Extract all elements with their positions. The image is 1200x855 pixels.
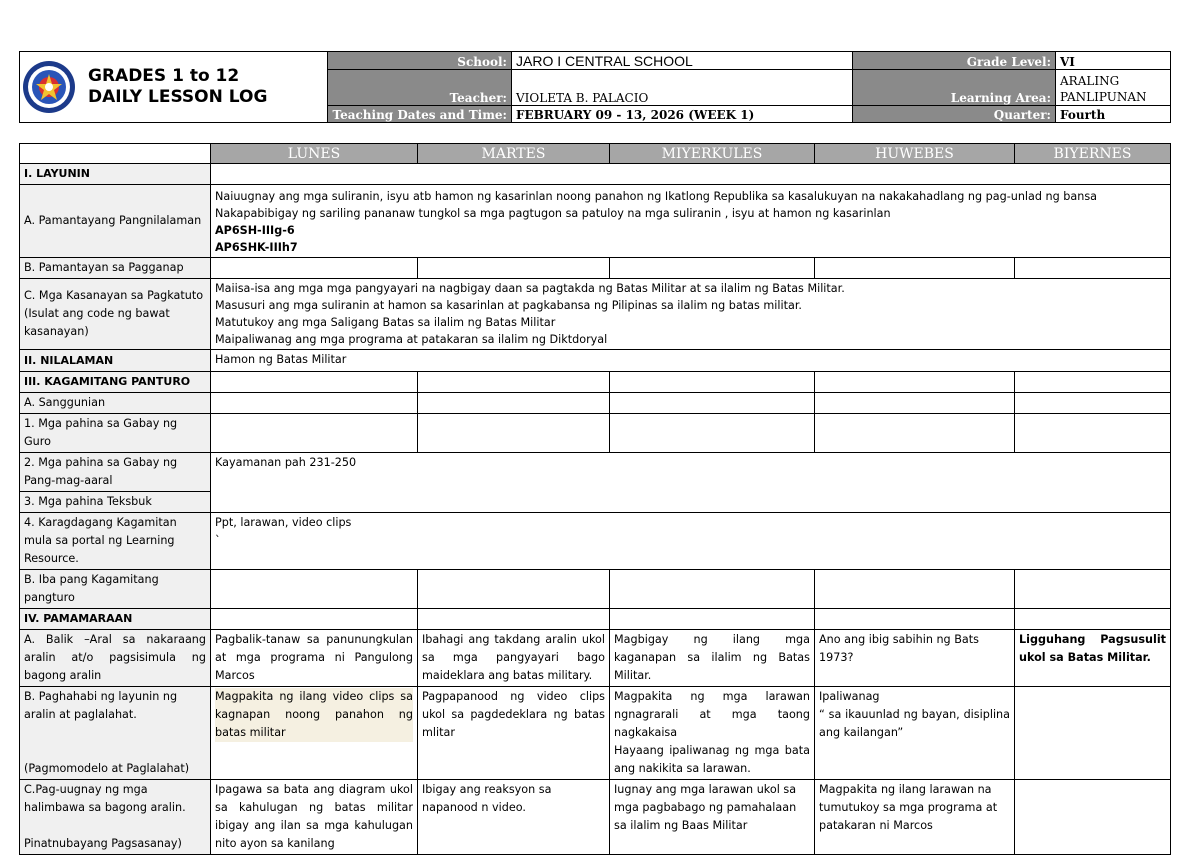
- empty-cell: [815, 414, 1015, 453]
- pag-uugnay-huwebes: Magpakita ng ilang larawan na tumutukoy sa mga programa at patakaran ni Marcos: [815, 780, 1015, 855]
- empty-cell: [610, 414, 815, 453]
- label-pamantayan-pagganap: B. Pamantayan sa Pagganap: [20, 258, 211, 279]
- empty-cell: [1015, 687, 1171, 780]
- section-layunin: I. LAYUNIN: [20, 164, 211, 185]
- label-gabay-mag-aaral: 2. Mga pahina sa Gabay ng Pang-mag-aaral: [20, 453, 211, 492]
- empty-cell: [815, 372, 1015, 393]
- paghahabi-lunes-text: Magpakita ng ilang video clips sa kagnapan noong panahon ng batas militar: [215, 688, 413, 742]
- paghahabi-label-1: B. Paghahabi ng layunin ng aralin at paglalahat.: [24, 690, 178, 721]
- balik-aral-miyerkules: Magbigay ng ilang mga kaganapan sa ilalim ng Batas Militar.: [610, 630, 815, 687]
- paghahabi-miyerkules-2: Hayaang ipaliwanag ng mga bata ang nakikita sa larawan.: [614, 744, 810, 775]
- table-row: [20, 414, 1171, 453]
- table-row: [20, 780, 1171, 855]
- paghahabi-huwebes: [815, 687, 1015, 780]
- empty-cell: [211, 258, 418, 279]
- balik-aral-biyernes: Ligguhang Pagsusulit ukol sa Batas Militar.: [1015, 630, 1171, 687]
- section-kagamitan: III. KAGAMITANG PANTURO: [20, 372, 211, 393]
- quarter-label: Quarter:: [853, 106, 1056, 123]
- table-row: [20, 350, 1171, 372]
- empty-cell: [418, 372, 610, 393]
- empty-cell: [1015, 780, 1171, 855]
- header-table: [19, 51, 1171, 123]
- label-gabay-guro: 1. Mga pahina sa Gabay ng Guro: [20, 414, 211, 453]
- empty-cell: [418, 393, 610, 414]
- table-row: [20, 570, 1171, 609]
- lesson-log-table: [19, 143, 1171, 855]
- paghahabi-huwebes-2: “ sa ikauunlad ng bayan, disiplina ang kailangan”: [819, 708, 1010, 739]
- pag-uugnay-label-1: C.Pag-uugnay ng mga halimbawa sa bagong aralin.: [24, 783, 186, 814]
- paghahabi-lunes: [211, 687, 418, 780]
- pag-uugnay-martes: Ibigay ang reaksyon sa napanood n video.: [418, 780, 610, 855]
- balik-aral-lunes: Pagbalik-tanaw sa panunungkulan at mga programa ni Pangulong Marcos: [211, 630, 418, 687]
- paghahabi-huwebes-1: Ipaliwanag: [819, 690, 880, 703]
- empty-cell: [610, 372, 815, 393]
- empty-cell: [815, 570, 1015, 609]
- grade-level-value: VI: [1056, 52, 1171, 70]
- table-row: [20, 609, 1171, 630]
- empty-cell: [1015, 609, 1171, 630]
- school-label: School:: [328, 52, 512, 70]
- pag-uugnay-miyerkules: Iugnay ang mga larawan ukol sa mga pagbabago ng pamahalaan sa ilalim ng Baas Militar: [610, 780, 815, 855]
- empty-cell: [1015, 414, 1171, 453]
- label-paghahabi: [20, 687, 211, 780]
- table-row: [20, 372, 1171, 393]
- gabay-mag-aaral-content: Kayamanan pah 231-250: [211, 453, 1171, 513]
- kasanayan-line-3: Matutukoy ang mga Saligang Batas sa ilalim ng Batas Militar: [215, 316, 556, 329]
- empty-cell: [610, 609, 815, 630]
- empty-cell: [211, 393, 418, 414]
- teaching-dates-value: FEBRUARY 09 - 13, 2026 (WEEK 1): [512, 106, 853, 123]
- learning-area-line-2: PANLIPUNAN: [1060, 90, 1147, 104]
- nilalaman-content: Hamon ng Batas Militar: [211, 350, 1171, 372]
- balik-aral-huwebes: Ano ang ibig sabihin ng Bats 1973?: [815, 630, 1015, 687]
- label-karagdagang-kagamitan: 4. Karagdagang Kagamitan mula sa portal ng Learning Resource.: [20, 513, 211, 570]
- table-row: [20, 453, 1171, 492]
- day-header-biyernes: BIYERNES: [1015, 144, 1171, 164]
- competency-code-2: AP6SHK-IIIh7: [215, 241, 298, 254]
- label-iba-pang-kagamitan: B. Iba pang Kagamitang pangturo: [20, 570, 211, 609]
- pangnilalaman-content: [211, 185, 1171, 258]
- header-title-cell: [20, 52, 328, 123]
- balik-aral-martes: Ibahagi ang takdang aralin ukol sa mga pangyayari bago maideklara ang batas military.: [418, 630, 610, 687]
- learning-area-label: Learning Area:: [853, 70, 1056, 106]
- empty-cell: [211, 372, 418, 393]
- empty-cell: [815, 258, 1015, 279]
- section-pamamaraan: IV. PAMAMARAAN: [20, 609, 211, 630]
- empty-cell: [418, 609, 610, 630]
- day-header-huwebes: HUWEBES: [815, 144, 1015, 164]
- title-line-2: DAILY LESSON LOG: [88, 87, 268, 107]
- pangnilalaman-line-2: Nakapabibigay ng sariling pananaw tungkol sa mga pagtugon sa patuloy na mga suliranin , isyu at hamon ng kasarinlan: [215, 207, 891, 220]
- label-pag-uugnay: [20, 780, 211, 855]
- empty-cell: [211, 414, 418, 453]
- pangnilalaman-line-1: Naiuugnay ang mga suliranin, isyu atb hamon ng kasarinlan noong panahon ng Ikatlong Republika sa kasalukuyan na nakakahadlang ng pag-unlad ng bansa: [215, 190, 1098, 203]
- table-row: [20, 687, 1171, 780]
- empty-cell: [610, 258, 815, 279]
- teaching-dates-label: Teaching Dates and Time:: [328, 106, 512, 123]
- learning-area-line-1: ARALING: [1060, 74, 1120, 88]
- karagdagang-line-2: `: [215, 534, 221, 547]
- day-header-row: [20, 144, 1171, 164]
- learning-area-value: [1056, 70, 1171, 106]
- corner-cell: [20, 144, 211, 164]
- label-sanggunian: A. Sanggunian: [20, 393, 211, 414]
- quarter-value: Fourth: [1056, 106, 1171, 123]
- day-header-martes: MARTES: [418, 144, 610, 164]
- empty-cell: [1015, 570, 1171, 609]
- empty-cell: [418, 414, 610, 453]
- label-teksbuk: 3. Mga pahina Teksbuk: [20, 492, 211, 513]
- kasanayan-content: [211, 279, 1171, 350]
- page-title: [88, 66, 267, 108]
- karagdagang-line-1: Ppt, larawan, video clips: [215, 516, 352, 529]
- label-balik-aral: A. Balik –Aral sa nakaraang aralin at/o pagsisimula ng bagong aralin: [20, 630, 211, 687]
- label-pamantayang-pangnilalaman: A. Pamantayang Pangnilalaman: [20, 185, 211, 258]
- empty-cell: [1015, 372, 1171, 393]
- teacher-value: VIOLETA B. PALACIO: [512, 70, 853, 106]
- empty-cell: [211, 570, 418, 609]
- table-row: [20, 164, 1171, 185]
- school-value: JARO I CENTRAL SCHOOL: [512, 52, 853, 70]
- kasanayan-line-2: Masusuri ang mga suliranin at hamon sa kasarinlan at pagkabansa ng Pilipinas sa ilalim ng batas militar.: [215, 299, 802, 312]
- teacher-label: Teacher:: [328, 70, 512, 106]
- paghahabi-miyerkules-1: Magpakita ng mga larawan ngnagrarali at mga taong nagkakaisa: [614, 690, 810, 739]
- empty-cell: [1015, 393, 1171, 414]
- empty-cell: [211, 609, 418, 630]
- table-row: [20, 258, 1171, 279]
- label-kasanayan: C. Mga Kasanayan sa Pagkatuto (Isulat ang code ng bawat kasanayan): [20, 279, 211, 350]
- paghahabi-martes: Pagpapanood ng video clips ukol sa pagdedeklara ng batas mlitar: [418, 687, 610, 780]
- table-row: [20, 393, 1171, 414]
- paghahabi-miyerkules: [610, 687, 815, 780]
- table-row: [20, 513, 1171, 570]
- day-header-lunes: LUNES: [211, 144, 418, 164]
- empty-cell: [610, 570, 815, 609]
- empty-cell: [815, 393, 1015, 414]
- section-nilalaman: II. NILALAMAN: [20, 350, 211, 372]
- deped-seal-icon: [22, 60, 76, 114]
- table-row: [20, 185, 1171, 258]
- empty-cell: [610, 393, 815, 414]
- title-line-1: GRADES 1 to 12: [88, 66, 240, 86]
- empty-cell: [418, 258, 610, 279]
- table-row: [20, 279, 1171, 350]
- day-header-miyerkules: MIYERKULES: [610, 144, 815, 164]
- paghahabi-label-2: (Pagmomodelo at Paglalahat): [24, 762, 190, 775]
- empty-cell: [418, 570, 610, 609]
- pag-uugnay-label-2: Pinatnubayang Pagsasanay): [24, 837, 182, 850]
- pag-uugnay-lunes: Ipagawa sa bata ang diagram ukol sa kahulugan ng batas militar ibigay ang ilan sa mga kahulugan nito ayon sa kanilang: [211, 780, 418, 855]
- grade-level-label: Grade Level:: [853, 52, 1056, 70]
- empty-cell: [1015, 258, 1171, 279]
- kasanayan-line-4: Maipaliwanag ang mga programa at patakaran sa ilalim ng Diktdoryal: [215, 333, 608, 346]
- karagdagang-content: [211, 513, 1171, 570]
- competency-code-1: AP6SH-IIIg-6: [215, 224, 295, 237]
- empty-cell: [211, 164, 1171, 185]
- empty-cell: [815, 609, 1015, 630]
- table-row: [20, 630, 1171, 687]
- kasanayan-line-1: Maiisa-isa ang mga mga pangyayari na nagbigay daan sa pagtakda ng Batas Militar at sa ilalim ng Batas Militar.: [215, 282, 845, 295]
